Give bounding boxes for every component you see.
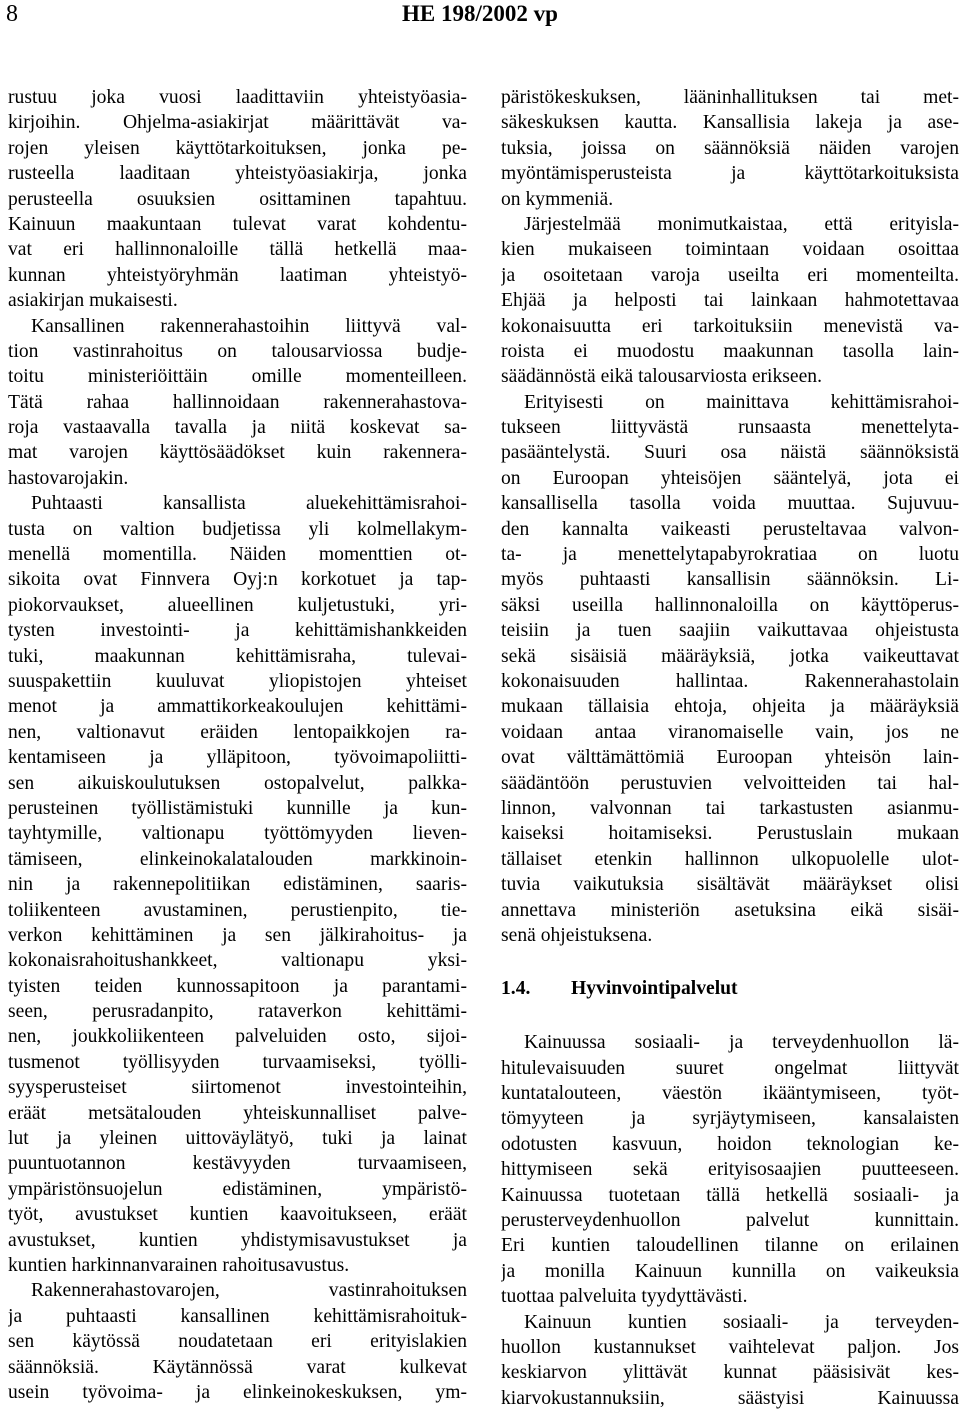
text-line: puuntuotannon kestävyyden turvaamiseen,	[8, 1153, 467, 1175]
text-line: ja monilla Kainuun kunnilla on vaikeuksia	[501, 1260, 959, 1282]
text-line: on kymmeniä.	[501, 188, 614, 210]
text-line: Kainuussa tuotetaan tällä hetkellä sosiaali- ja	[501, 1184, 959, 1206]
text-line: tysten investointi- ja kehittämishankkeiden	[8, 620, 467, 642]
text-line: on Euroopan yhteisöjen sääntelyä, jota ei	[501, 467, 959, 489]
text-line: verkon kehittäminen ja sen jälkirahoitus- ja	[8, 924, 467, 946]
text-line: eräät metsätalouden yhteiskunnalliset palve-	[8, 1102, 467, 1124]
text-line: senä ohjeistuksena.	[501, 924, 653, 946]
text-line: ympäristönsuojelun edistäminen, ympäristö-	[8, 1178, 467, 1200]
text-line: kokonaisuuden hallintaa. Rakennerahastolain	[501, 670, 959, 692]
text-line: piokorvaukset, alueellinen kuljetustuki, yri-	[8, 594, 467, 616]
text-line: ja osoitetaan varoja useilta eri momenteilta.	[501, 264, 959, 286]
text-line: sikoita ovat Finnvera Oyj:n korkotuet ja tap-	[8, 569, 467, 591]
text-line: säädäntöön perustuvien velvoitteiden tai hal-	[501, 772, 959, 794]
text-line: Puhtaasti kansallista aluekehittämisrahoi-	[31, 493, 467, 515]
text-line: tuki, maakunnan kehittämisraha, tulevai-	[8, 645, 467, 667]
text-line: pasääntelystä. Suuri osa näistä säännöksistä	[501, 442, 959, 464]
section-number: 1.4.	[501, 978, 531, 1000]
document-id: HE 198/2002 vp	[402, 1, 558, 26]
text-line: tömyyteen ja syrjäytymiseen, kansalaisten	[501, 1108, 959, 1130]
text-line: ta- ja menettelytapabyrokratiaa on luotu	[501, 544, 959, 566]
text-line: kunnan yhteistyöryhmän laatiman yhteistyö-	[8, 264, 467, 286]
text-line: nen, joukkoliikenteen palveluiden osto, sijoi-	[8, 1026, 467, 1048]
text-line: tayhtymille, valtionapu työttömyyden lieven-	[8, 823, 467, 845]
text-line: rusteella laaditaan yhteistyöasiakirja, jonka	[8, 163, 467, 185]
text-line: säkeskuksen kautta. Kansallisia lakeja ja ase-	[501, 112, 959, 134]
text-line: menellä momentilla. Näiden momenttien ot-	[8, 544, 467, 566]
text-line: Järjestelmää monimutkaistaa, että erityisla-	[524, 213, 959, 235]
text-line: Kansallinen rakennerahastoihin liittyvä val-	[31, 315, 467, 337]
text-line: ja puhtaasti kansallinen kehittämisrahoituk-	[8, 1305, 467, 1327]
text-line: kiarvokustannuksiin, säästyisi Kainuussa	[501, 1387, 959, 1409]
text-line: kentamiseen ja ylläpitoon, työvoimapoliitti-	[8, 747, 467, 769]
text-line: vat eri hallinnonaloille tällä hetkellä maa-	[8, 239, 467, 261]
text-line: tällaiset etenkin hallinnon ulkopuolelle ulot-	[501, 848, 959, 870]
text-line: tämiseen, elinkeinokalatalouden markkinoin-	[8, 848, 467, 870]
text-line: tusmenot työllisyyden turvaamiseksi, työlli-	[8, 1051, 467, 1073]
text-line: kaiseksi hoitamiseksi. Perustuslain mukaan	[501, 823, 959, 845]
text-line: keskiarvon ylittävät kunnat pääsisivät kes-	[501, 1362, 959, 1384]
text-line: työt, avustukset kuntien kaavoitukseen, eräät	[8, 1204, 467, 1226]
text-line: Rakennerahastovarojen, vastinrahoituksen	[31, 1280, 467, 1302]
text-line: Ehjää ja helposti tai lainkaan hahmotettavaa	[501, 290, 959, 312]
text-line: kuntien harkinnanvarainen rahoitusavustus.	[8, 1254, 350, 1276]
text-line: toliikenteen avustaminen, perustienpito, tie-	[8, 899, 467, 921]
text-line: sen aikuiskoulutuksen ostopalvelut, palkka-	[8, 772, 467, 794]
text-line: voidaan antaa viranomaiselle vain, jos ne	[501, 721, 959, 743]
text-line: huollon kustannukset vaihtelevat paljon. Jos	[501, 1336, 959, 1358]
text-line: nen, valtionavut eräiden lentopaikkojen ra-	[8, 721, 467, 743]
section-title: Hyvinvointipalvelut	[571, 978, 738, 1000]
text-line: sen käytössä noudatetaan eri erityislakien	[8, 1331, 467, 1353]
text-line: odotusten kasvuun, hoidon teknologian ke-	[501, 1133, 959, 1155]
text-line: toitu ministeriöittäin omille momenteilleen.	[8, 366, 467, 388]
text-line: kokonaisrahoitushankkeet, valtionapu yksi-	[8, 950, 467, 972]
text-line: tyisten teiden kunnossapitoon ja parantami-	[8, 975, 467, 997]
text-line: hittymiseen sekä erityisosaajien puutteeseen.	[501, 1159, 959, 1181]
text-line: tion vastinrahoitus on talousarviossa budje-	[8, 340, 467, 362]
text-line: den kannalta vaikeasti perusteltavaa valvon-	[501, 518, 959, 540]
text-line: menot ja ammattikorkeakoulujen kehittämi-	[8, 696, 467, 718]
text-line: tusta on valtion budjetissa yli kolmellakym-	[8, 518, 467, 540]
text-line: seen, perusradanpito, rataverkon kehittämi-	[8, 1001, 467, 1023]
text-line: tuvia vaikutuksia sisältävät määräykset olisi	[501, 874, 959, 896]
text-line: kien mukaiseen toimintaan voidaan osoittaa	[501, 239, 959, 261]
text-line: nin ja rakennepolitiikan edistäminen, saaris-	[8, 874, 467, 896]
text-line: myöntämisperusteista ja käyttötarkoituksista	[501, 163, 959, 185]
left-column	[8, 85, 467, 1405]
text-line: Eri kuntien taloudellinen tilanne on erilainen	[501, 1235, 959, 1257]
text-line: Tätä rahaa hallinnoidaan rakennerahastova-	[8, 391, 467, 413]
text-line: perusteinen työllistämistuki kunnille ja kun-	[8, 797, 467, 819]
text-line: myös puhtaasti kansallisin säännöksin. Li-	[501, 569, 959, 591]
text-line: Kainuussa sosiaali- ja terveydenhuollon lä-	[524, 1032, 959, 1054]
text-line: säksi useilla hallinnonaloilla on käyttöperus-	[501, 594, 959, 616]
text-line: usein työvoima- ja elinkeinokeskuksen, ym-	[8, 1381, 467, 1403]
page-number: 8	[6, 1, 18, 27]
text-line: avustukset, kuntien yhdistymisavustukset ja	[8, 1229, 467, 1251]
text-line: säädännöstä eikä talousarviosta erikseen.	[501, 366, 823, 388]
text-line: perusteella osuuksien osittaminen tapahtuu.	[8, 188, 467, 210]
text-line: asiakirjan mukaisesti.	[8, 290, 178, 312]
text-line: tukseen liittyvästä runsaasta menettelyta-	[501, 417, 959, 439]
text-line: roista ei muodostu maakunnan tasolla lain-	[501, 340, 959, 362]
text-line: teisiin ja tuen saajiin vaikuttavaa ohjeistusta	[501, 620, 959, 642]
text-line: roja vastaavalla tavalla ja niitä koskevat sa-	[8, 417, 467, 439]
text-line: perusterveydenhuollon palvelut kunnittain.	[501, 1210, 959, 1232]
text-line: syysperusteiset siirtomenot investointeihin,	[8, 1077, 467, 1099]
text-line: tuottaa palveluita tyydyttävästi.	[501, 1286, 748, 1308]
text-line: säännöksiä. Käytännössä varat kulkevat	[8, 1356, 467, 1378]
text-line: kokonaisuutta eri tarkoituksiin menevistä va-	[501, 315, 959, 337]
text-line: kuntatalouteen, väestön ikääntymiseen, työt-	[501, 1083, 959, 1105]
text-line: rojen yleisen käyttötarkoituksen, jonka pe-	[8, 137, 467, 159]
text-line: Kainuun kuntien sosiaali- ja terveyden-	[524, 1311, 959, 1333]
text-line: mat varojen käyttösäädökset kuin rakennera-	[8, 442, 467, 464]
text-line: lut ja yleinen uittoväylätyö, tuki ja lainat	[8, 1128, 467, 1150]
text-line: mukaan tällaisia ehtoja, ohjeita ja määräyksiä	[501, 696, 959, 718]
text-line: suuspakettiin kuuluvat yliopistojen yhteiset	[8, 670, 467, 692]
right-column	[501, 85, 959, 1411]
text-line: Erityisesti on mainittava kehittämisrahoi-	[524, 391, 959, 413]
text-line: tuksia, joissa on säännöksiä näiden varojen	[501, 137, 959, 159]
text-line: hitulevaisuuden suuret ongelmat liittyvät	[501, 1057, 959, 1079]
text-line: ovat välttämättömiä Euroopan yhteisön lain-	[501, 747, 959, 769]
text-line: päristökeskuksen, lääninhallituksen tai met-	[501, 87, 959, 108]
text-line: annettava ministeriön asetuksina eikä sisäi-	[501, 899, 959, 921]
text-line: kansallisella tasolla voida muuttaa. Sujuvuu-	[501, 493, 959, 515]
text-line: linnon, valvonnan tai tarkastusten asianmu-	[501, 797, 959, 819]
text-line: Kainuun maakuntaan tulevat varat kohdentu-	[8, 213, 467, 235]
text-line: kirjoihin. Ohjelma-asiakirjat määrittävät va-	[8, 112, 467, 134]
text-line: sekä sisäisiä määräyksiä, jotka vaikeuttavat	[501, 645, 959, 667]
section-heading	[501, 974, 959, 1004]
text-line: hastovarojakin.	[8, 467, 129, 489]
text-line: rustuu joka vuosi laadittaviin yhteistyöasia-	[8, 87, 467, 108]
